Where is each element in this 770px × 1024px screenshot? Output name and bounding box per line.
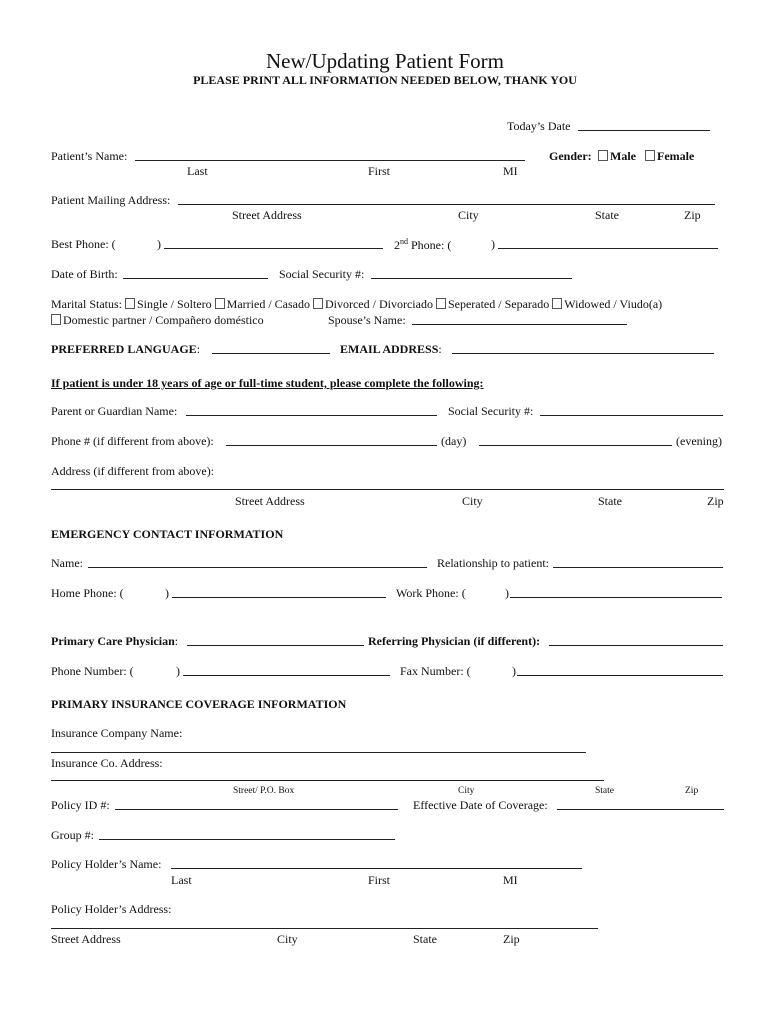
primary-physician-field[interactable] (187, 645, 364, 646)
holder-zip-caption: Zip (503, 932, 520, 946)
email-address-field[interactable] (452, 353, 714, 354)
minor-address-field[interactable] (51, 489, 724, 490)
patient-name-last-caption: Last (187, 164, 208, 178)
patient-name-first-caption: First (368, 164, 391, 178)
divorced-checkbox[interactable] (313, 298, 323, 309)
physician-phone-label: Phone Number: ( (51, 664, 134, 678)
holder-state-caption: State (413, 932, 437, 946)
preferred-language-field[interactable] (212, 353, 330, 354)
minor-evening-phone-field[interactable] (479, 445, 672, 446)
minor-day-phone-field[interactable] (226, 445, 437, 446)
home-phone-paren: ) (165, 586, 169, 600)
guardian-ssn-field[interactable] (540, 415, 723, 416)
married-checkbox[interactable] (215, 298, 225, 309)
emergency-name-label: Name: (51, 556, 83, 570)
insurance-heading: PRIMARY INSURANCE COVERAGE INFORMATION (51, 697, 347, 711)
minor-address-label: Address (if different from above): (51, 464, 215, 478)
insurance-zip-caption: Zip (685, 786, 699, 796)
insurance-company-label: Insurance Company Name: (51, 726, 183, 740)
dob-label: Date of Birth: (51, 267, 118, 281)
spouse-name-field[interactable] (412, 324, 627, 325)
insurance-city-caption: City (458, 786, 475, 796)
effective-date-label: Effective Date of Coverage: (413, 798, 548, 812)
separated-checkbox[interactable] (436, 298, 446, 309)
male-checkbox[interactable] (598, 150, 608, 161)
policy-id-label: Policy ID #: (51, 798, 110, 812)
preferred-language-label: PREFERRED LANGUAGE: (51, 342, 201, 356)
patient-name-label: Patient’s Name: (51, 149, 128, 163)
second-phone-paren: ) (491, 237, 495, 251)
physician-fax-field[interactable] (517, 675, 723, 676)
minor-phone-label: Phone # (if different from above): (51, 434, 214, 448)
emergency-name-field[interactable] (88, 567, 427, 568)
second-phone-field[interactable] (498, 248, 718, 249)
dob-field[interactable] (123, 278, 268, 279)
todays-date-label: Today’s Date (507, 119, 571, 133)
physician-phone-paren: ) (176, 664, 180, 678)
guardian-ssn-label: Social Security #: (448, 404, 534, 418)
todays-date-field[interactable] (578, 130, 710, 131)
marital-status-label: Marital Status: (51, 297, 122, 311)
holder-name-field[interactable] (171, 868, 582, 869)
mailing-address-field[interactable] (178, 204, 715, 205)
holder-address-field[interactable] (51, 928, 598, 929)
minor-state-caption: State (598, 494, 622, 508)
minor-day-caption: (day) (441, 434, 467, 448)
work-phone-field[interactable] (510, 597, 722, 598)
emergency-heading: EMERGENCY CONTACT INFORMATION (51, 527, 284, 541)
guardian-name-label: Parent or Guardian Name: (51, 404, 178, 418)
minor-city-caption: City (462, 494, 483, 508)
insurance-street-caption: Street/ P.O. Box (233, 786, 295, 796)
home-phone-field[interactable] (172, 597, 386, 598)
insurance-company-field[interactable] (51, 752, 586, 753)
holder-address-label: Policy Holder’s Address: (51, 902, 172, 916)
holder-name-label: Policy Holder’s Name: (51, 857, 162, 871)
group-number-field[interactable] (99, 839, 395, 840)
holder-mi-caption: MI (503, 873, 518, 887)
relationship-label: Relationship to patient: (437, 556, 549, 570)
widowed-checkbox[interactable] (552, 298, 562, 309)
email-address-label: EMAIL ADDRESS: (340, 342, 442, 356)
patient-name-field[interactable] (135, 160, 525, 161)
address-city-caption: City (458, 208, 479, 222)
home-phone-label: Home Phone: ( (51, 586, 124, 600)
best-phone-field[interactable] (164, 248, 383, 249)
work-phone-paren: ) (505, 586, 509, 600)
patient-name-mi-caption: MI (503, 164, 518, 178)
address-state-caption: State (595, 208, 619, 222)
gender-male-option[interactable]: Male (598, 150, 636, 162)
group-number-label: Group #: (51, 828, 94, 842)
gender-female-option[interactable]: Female (645, 150, 694, 162)
insurance-address-label: Insurance Co. Address: (51, 756, 163, 770)
single-checkbox[interactable] (125, 298, 135, 309)
minor-evening-caption: (evening) (676, 434, 722, 448)
physician-phone-field[interactable] (183, 675, 390, 676)
address-street-caption: Street Address (232, 208, 302, 222)
marital-status-row: Marital Status: Single / Soltero Married / Casado Divorced / Divorciado Seperated / Separado Widowed / Viudo(a) (51, 297, 663, 311)
spouse-name-label: Spouse’s Name: (328, 313, 406, 327)
best-phone-label: Best Phone: ( (51, 237, 116, 251)
holder-street-caption: Street Address (51, 932, 121, 946)
referring-physician-label: Referring Physician (if different): (368, 634, 541, 648)
address-zip-caption: Zip (684, 208, 701, 222)
relationship-field[interactable] (553, 567, 723, 568)
female-checkbox[interactable] (645, 150, 655, 161)
ssn-label: Social Security #: (279, 267, 365, 281)
minor-street-caption: Street Address (235, 494, 305, 508)
ssn-field[interactable] (371, 278, 572, 279)
holder-last-caption: Last (171, 873, 192, 887)
form-subtitle: PLEASE PRINT ALL INFORMATION NEEDED BELOW, THANK YOU (193, 73, 577, 87)
holder-city-caption: City (277, 932, 298, 946)
holder-first-caption: First (368, 873, 391, 887)
minor-section-heading: If patient is under 18 years of age or full-time student, please complete the following: (51, 376, 484, 390)
gender-label: Gender: (549, 149, 592, 163)
physician-fax-paren: ) (512, 664, 516, 678)
referring-physician-field[interactable] (549, 645, 723, 646)
mailing-address-label: Patient Mailing Address: (51, 193, 171, 207)
insurance-state-caption: State (595, 786, 614, 796)
guardian-name-field[interactable] (186, 415, 437, 416)
primary-physician-label: Primary Care Physician: (51, 634, 179, 648)
second-phone-label: 2nd Phone: ( (394, 237, 452, 252)
work-phone-label: Work Phone: ( (396, 586, 466, 600)
minor-zip-caption: Zip (707, 494, 724, 508)
effective-date-field[interactable] (557, 809, 724, 810)
insurance-address-field[interactable] (51, 780, 604, 781)
domestic-partner-checkbox[interactable] (51, 314, 61, 325)
physician-fax-label: Fax Number: ( (400, 664, 471, 678)
domestic-partner-option: Domestic partner / Compañero doméstico (51, 314, 264, 326)
form-title: New/Updating Patient Form (266, 49, 504, 73)
best-phone-paren: ) (157, 237, 161, 251)
policy-id-field[interactable] (115, 809, 398, 810)
